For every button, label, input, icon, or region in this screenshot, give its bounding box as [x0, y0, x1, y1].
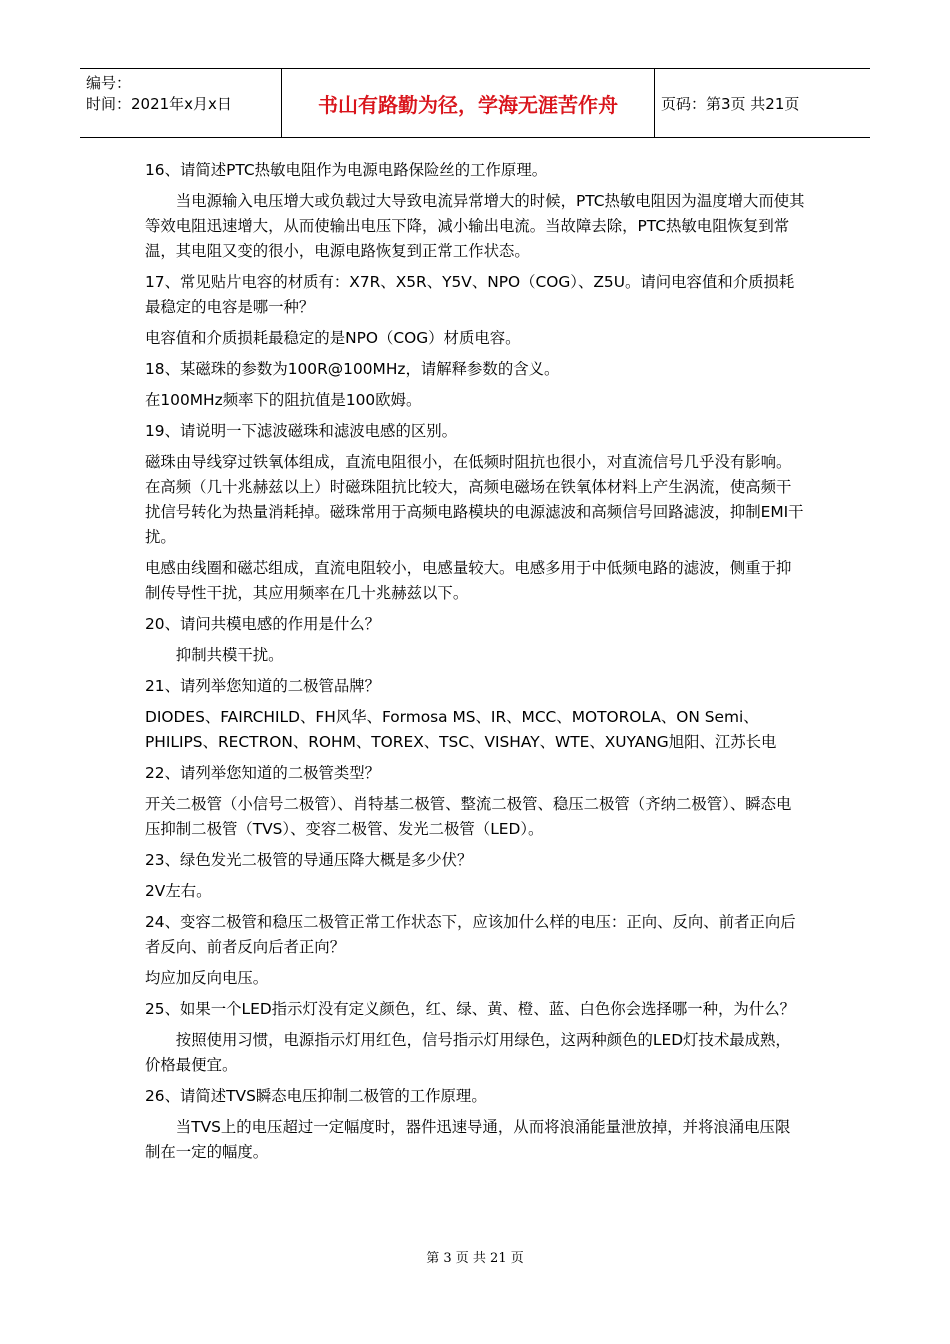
paragraph: 磁珠由导线穿过铁氧体组成，直流电阻很小，在低频时阻抗也很小，对直流信号几乎没有影响。在高频（几十兆赫兹以上）时磁珠阻抗比较大，高频电磁场在铁氧体材料上产生涡流，使高频干扰信号转化为热量消耗掉。磁珠常用于高频电路模块的电源滤波和高频信号回路滤波，抑制EMI干扰。 [145, 453, 804, 546]
header-meta-cell [80, 69, 282, 137]
paragraph: 22、请列举您知道的二极管类型？ [145, 764, 381, 782]
paragraph: 抑制共模干扰。 [175, 646, 284, 664]
paragraph: 18、某磁珠的参数为100R@100MHz，请解释参数的含义。 [145, 360, 560, 378]
paragraph: 17、常见贴片电容的材质有：X7R、X5R、Y5V、NPO（COG）、Z5U。请问电容值和介质损耗最稳定的电容是哪一种？ [145, 273, 795, 316]
header-motto: 书山有路勤为径，学海无涯苦作舟 [282, 69, 655, 137]
paragraph: 19、请说明一下滤波磁珠和滤波电感的区别。 [145, 422, 458, 440]
header-page-info: 页码：第3页 共21页 [661, 94, 800, 113]
paragraph: 25、如果一个LED指示灯没有定义颜色，红、绿、黄、橙、蓝、白色你会选择哪一种，为什么？ [145, 1000, 795, 1018]
paragraph: 当TVS上的电压超过一定幅度时，器件迅速导通，从而将浪涌能量泄放掉，并将浪涌电压限制在一定的幅度。 [145, 1118, 791, 1161]
paragraph: 24、变容二极管和稳压二极管正常工作状态下，应该加什么样的电压：正向、反向、前者正向后者反向、前者反向后者正向？ [145, 913, 796, 956]
paragraph: 在100MHz频率下的阻抗值是100欧姆。 [145, 391, 422, 409]
page-header [80, 68, 870, 138]
paragraph: 21、请列举您知道的二极管品牌？ [145, 677, 381, 695]
paragraph: 开关二极管（小信号二极管）、肖特基二极管、整流二极管、稳压二极管（齐纳二极管）、瞬态电压抑制二极管（TVS）、变容二极管、发光二极管（LED）。 [145, 795, 792, 838]
paragraph: 26、请简述TVS瞬态电压抑制二极管的工作原理。 [145, 1087, 487, 1105]
paragraph: DIODES、FAIRCHILD、FH风华、Formosa MS、IR、MCC、MOTOROLA、ON Semi、PHILIPS、RECTRON、ROHM、TOREX、TSC、VISHAY、WTE、XUYANG旭阳、江苏长电 [145, 708, 777, 751]
paragraph: 23、绿色发光二极管的导通压降大概是多少伏？ [145, 851, 473, 869]
paragraph: 16、请简述PTC热敏电阻作为电源电路保险丝的工作原理。 [145, 161, 548, 179]
paragraph: 按照使用习惯，电源指示灯用红色，信号指示灯用绿色，这两种颜色的LED灯技术最成熟，价格最便宜。 [145, 1031, 791, 1074]
document-date-label: 时间：2021年x月x日 [86, 95, 232, 113]
document-body [145, 158, 805, 1171]
paragraph: 电容值和介质损耗最稳定的是NPO（COG）材质电容。 [145, 329, 521, 347]
paragraph: 当电源输入电压增大或负载过大导致电流异常增大的时候，PTC热敏电阻因为温度增大而使其等效电阻迅速增大，从而使输出电压下降，减小输出电流。当故障去除，PTC热敏电阻恢复到常温，其电阻又变的很小，电源电路恢复到正常工作状态。 [145, 192, 805, 260]
paragraph: 均应加反向电压。 [145, 969, 269, 987]
paragraph: 电感由线圈和磁芯组成，直流电阻较小，电感量较大。电感多用于中低频电路的滤波，侧重于抑制传导性干扰，其应用频率在几十兆赫兹以下。 [145, 559, 792, 602]
document-number-label: 编号： [86, 74, 132, 92]
paragraph: 20、请问共模电感的作用是什么？ [145, 615, 381, 633]
paragraph: 2V左右。 [145, 882, 212, 900]
page-footer: 第 3 页 共 21 页 [426, 1251, 524, 1266]
